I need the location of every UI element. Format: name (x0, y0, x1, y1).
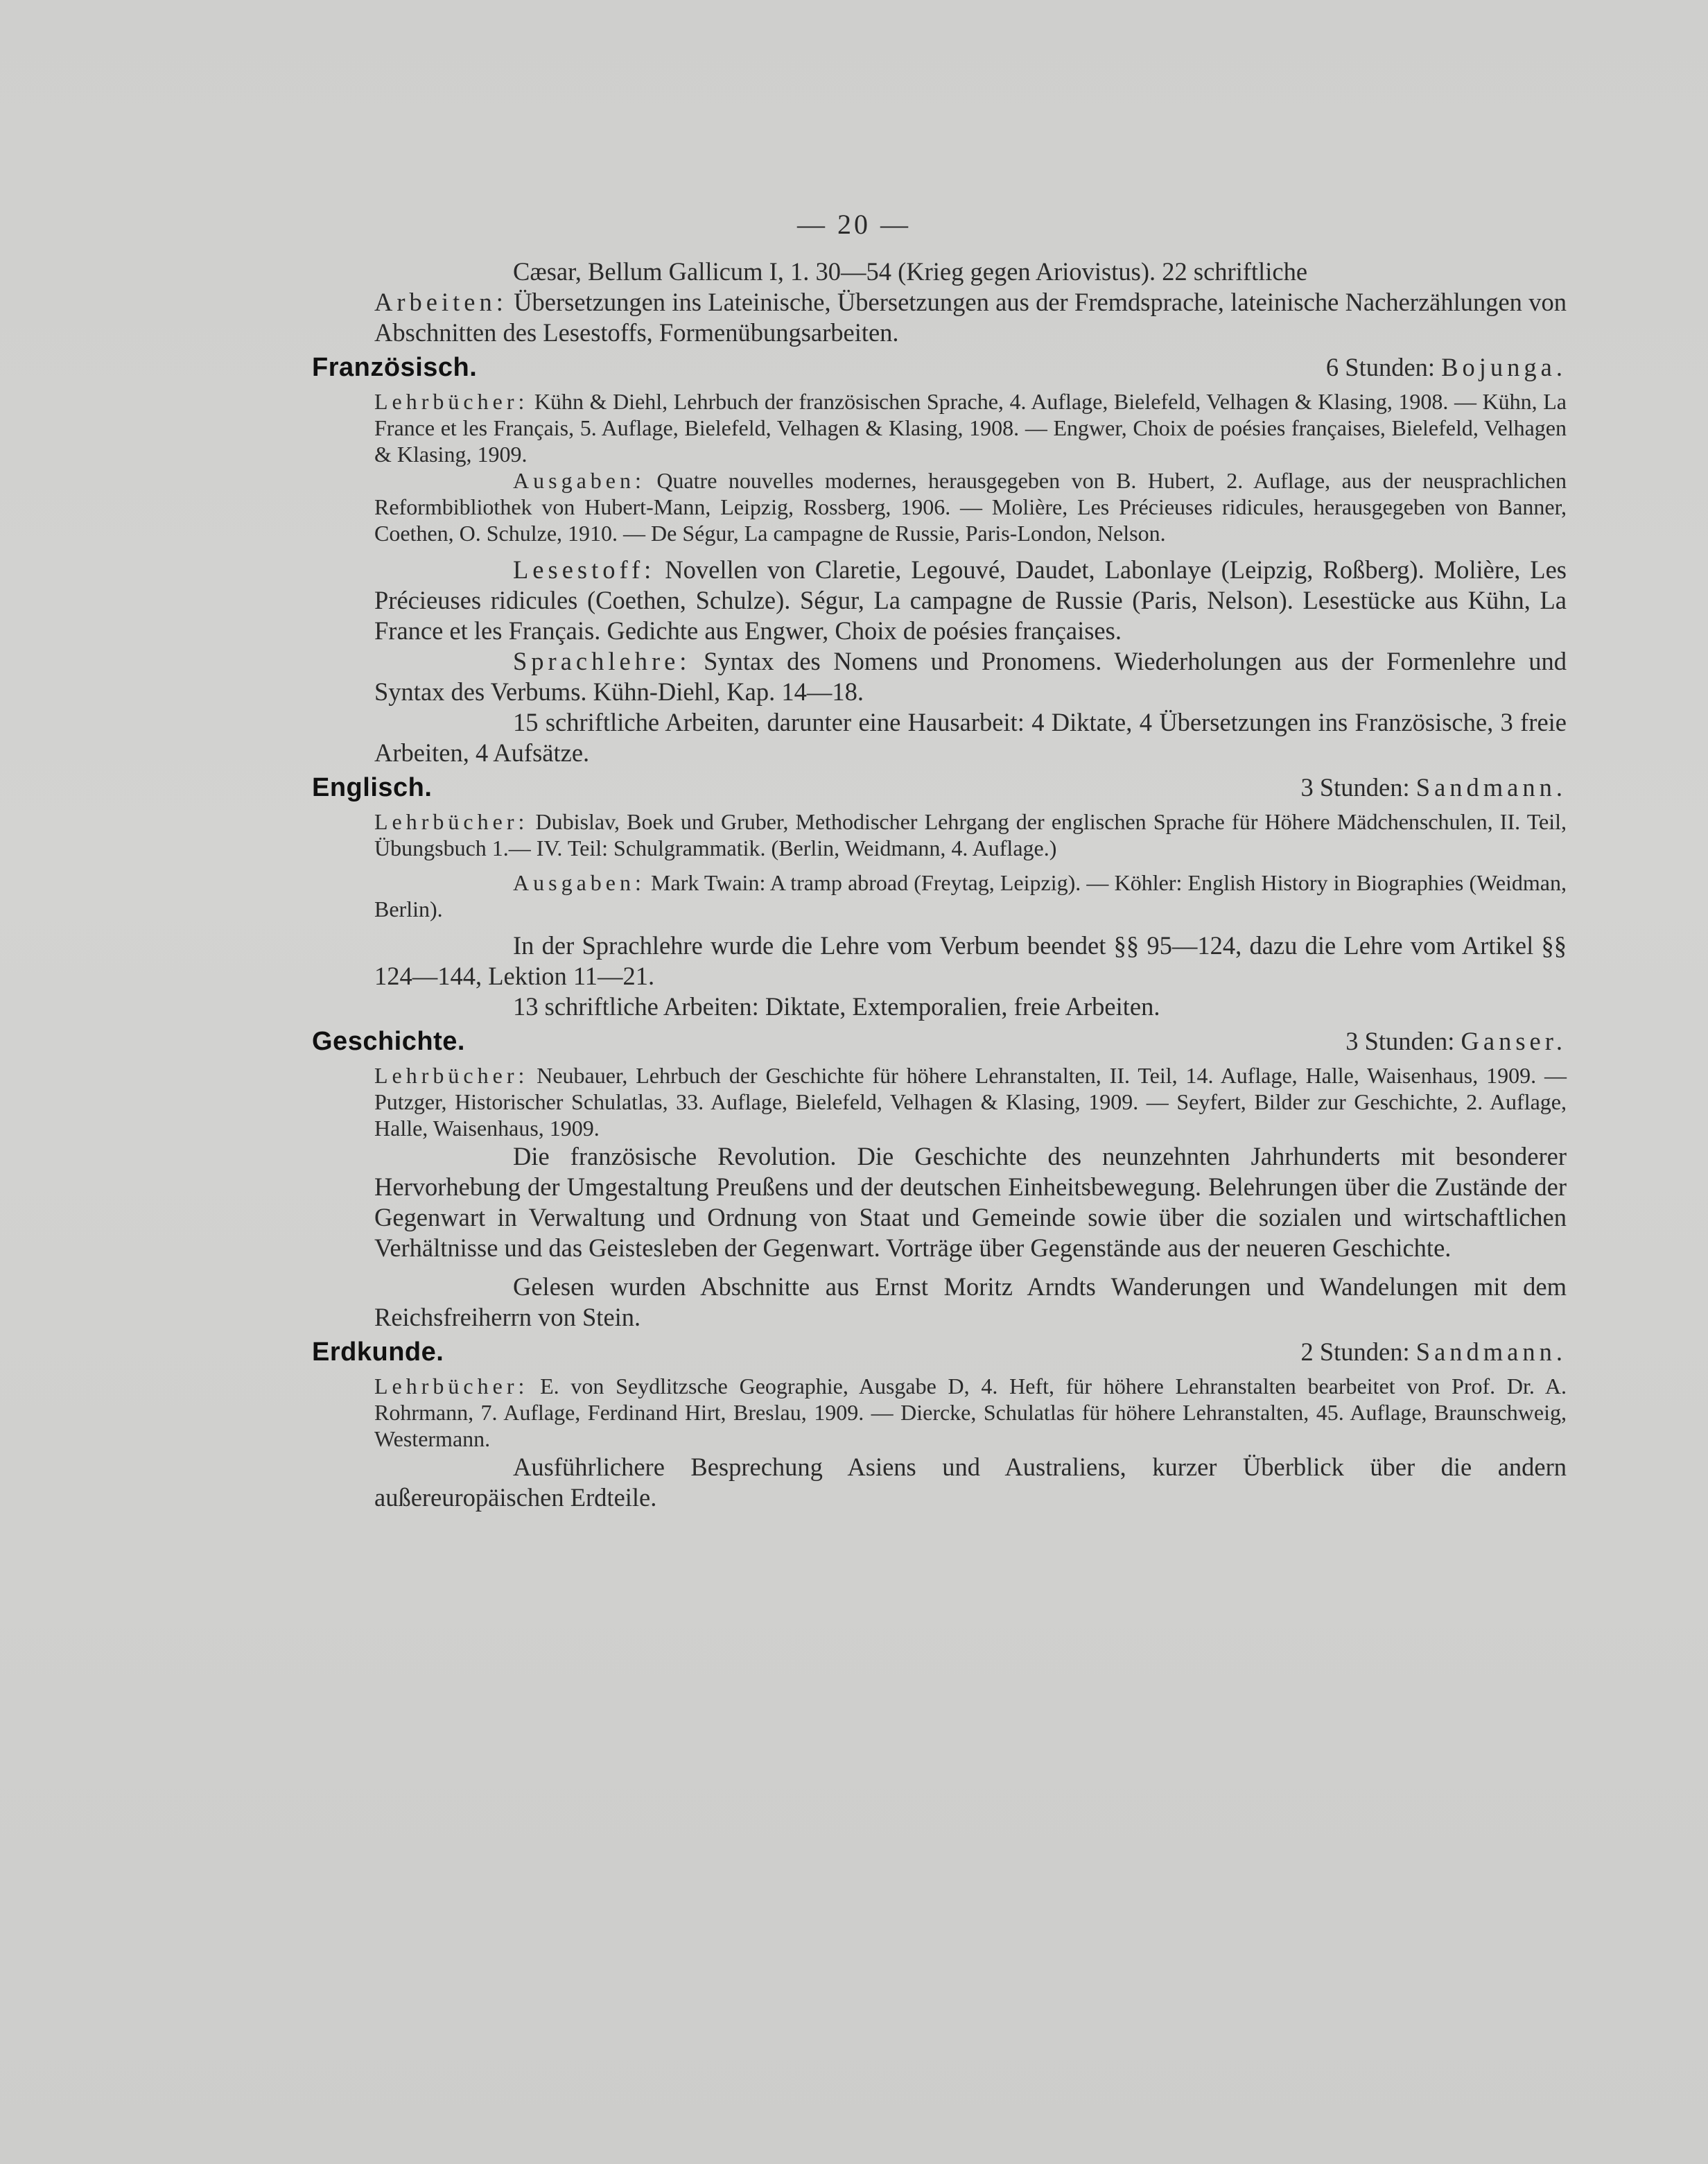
lehrbuecher-text: E. von Seydlitzsche Geographie, Ausgabe D, 4. Heft, für höhere Lehranstalten bearbeitet von Prof. Dr. A. Rohrmann, 7. Auflage, Ferdinand Hirt, Breslau, 1909. — Diercke, Schulatlas für höhere Lehranstalten, 45. Auflage, Braunschweig, Westermann. (374, 1374, 1567, 1451)
lesestoff-label: Lesestoff: (513, 555, 656, 584)
teacher-name: Sandmann. (1415, 1338, 1567, 1366)
lehrbuecher-label: Lehrbücher: (374, 1374, 529, 1399)
hours-label: 3 Stunden: (1345, 1027, 1461, 1055)
section-header-erdkunde (312, 1337, 1567, 1367)
arbeiten-label: Arbeiten: (374, 288, 507, 316)
erdkunde-lehrbuecher (374, 1373, 1567, 1452)
erdkunde-content: Ausführlichere Besprechung Asiens und Australiens, kurzer Überblick über die andern außereuropäischen Erdteile. (374, 1453, 1567, 1512)
section-header-franzoesisch (312, 352, 1567, 383)
teacher-name: Ganser. (1461, 1027, 1567, 1055)
lehrbuecher-label: Lehrbücher: (374, 1063, 529, 1088)
section-title-englisch: Englisch. (312, 773, 433, 802)
englisch-sprachlehre: In der Sprachlehre wurde die Lehre vom Verbum beendet §§ 95—124, dazu die Lehre vom Artikel §§ 124—144, Lektion 11—21. (374, 931, 1567, 990)
geschichte-gelesen: Gelesen wurden Abschnitte aus Ernst Moritz Arndts Wanderungen und Wandelungen mit dem Reichsfreiherrn von Stein. (374, 1272, 1567, 1331)
teacher-name: Bojunga. (1441, 353, 1567, 381)
franzoesisch-lehrbuecher (374, 388, 1567, 467)
ausgaben-text: Mark Twain: A tramp abroad (Freytag, Leipzig). — Köhler: English History in Biographies (Weidman, Berlin). (374, 870, 1567, 921)
englisch-arbeiten: 13 schriftliche Arbeiten: Diktate, Extemporalien, freie Arbeiten. (513, 992, 1160, 1021)
section-title-franzoesisch: Französisch. (312, 353, 478, 382)
sprachlehre-label: Sprachlehre: (513, 647, 691, 675)
englisch-lehrbuecher (374, 808, 1567, 861)
section-title-erdkunde: Erdkunde. (312, 1338, 444, 1367)
lehrbuecher-label: Lehrbücher: (374, 389, 529, 414)
hours-label: 2 Stunden: (1300, 1338, 1416, 1366)
hours-englisch (1300, 772, 1567, 803)
ausgaben-label: Ausgaben: (513, 870, 645, 895)
geschichte-content: Die französische Revolution. Die Geschichte des neunzehnten Jahrhunderts mit besonderer Hervorhebung der Umgestaltung Preußens und der deutschen Einheitsbewegung. Belehrungen über die Zustände der Gegenwart in Verwaltung und Ordnung von Staat und Gemeinde sowie über die sozialen und wirtschaftlichen Verhältnisse und das Geistesleben der Gegenwart. Vorträge über Gegenstände aus der neueren Geschichte. (374, 1142, 1567, 1262)
teacher-name: Sandmann. (1415, 773, 1567, 802)
arbeiten-text: Übersetzungen ins Lateinische, Übersetzungen aus der Fremdsprache, lateinische Nacherzählungen von Abschnitten des Lesestoffs, Formenübungsarbeiten. (374, 288, 1567, 347)
franzoesisch-ausgaben (374, 467, 1567, 546)
englisch-ausgaben (374, 869, 1567, 922)
hours-geschichte (1345, 1026, 1567, 1057)
section-title-geschichte: Geschichte. (312, 1027, 465, 1056)
section-header-geschichte (312, 1026, 1567, 1057)
lehrbuecher-label: Lehrbücher: (374, 809, 529, 834)
hours-erdkunde (1300, 1337, 1567, 1367)
franzoesisch-sprachlehre (374, 646, 1567, 707)
hours-label: 3 Stunden: (1300, 773, 1416, 802)
hours-label: 6 Stunden: (1325, 353, 1442, 381)
ausgaben-label: Ausgaben: (513, 468, 645, 493)
lesestoff-text: Novellen von Claretie, Legouvé, Daudet, Labonlaye (Leipzig, Roßberg). Molière, Les Précieuses ridicules (Coethen, Schulze). Ségur, La campagne de Russie (Paris, Nelson). Lesestücke aus Kühn, La France et les Français. Gedichte aus Engwer, Choix de poésies françaises. (374, 555, 1567, 645)
section-header-englisch (312, 772, 1567, 803)
franzoesisch-arbeiten: 15 schriftliche Arbeiten, darunter eine Hausarbeit: 4 Diktate, 4 Übersetzungen ins Französische, 3 freie Arbeiten, 4 Aufsätze. (374, 708, 1567, 767)
franzoesisch-lesestoff (374, 555, 1567, 646)
lehrbuecher-text: Neubauer, Lehrbuch der Geschichte für höhere Lehranstalten, II. Teil, 14. Auflage, Halle, Waisenhaus, 1909. — Putzger, Historischer Schulatlas, 33. Auflage, Bielefeld, Velhagen & Klasing, 1909. — Seyfert, Bilder zur Geschichte, 2. Auflage, Halle, Waisenhaus, 1909. (374, 1063, 1567, 1141)
lehrbuecher-text: Dubislav, Boek und Gruber, Methodischer Lehrgang der englischen Sprache für Höhere Mädchenschulen, II. Teil, Übungsbuch 1.— IV. Teil: Schulgrammatik. (Berlin, Weidmann, 4. Auflage.) (374, 809, 1567, 860)
sprachlehre-text: Syntax des Nomens und Pronomens. Wiederholungen aus der Formenlehre und Syntax des Verbums. Kühn-Diehl, Kap. 14—18. (374, 647, 1567, 706)
ausgaben-text: Quatre nouvelles modernes, herausgegeben von B. Hubert, 2. Auflage, aus der neusprachlichen Reformbibliothek von Hubert-Mann, Leipzig, Rossberg, 1906. — Molière, Les Précieuses ridicules, herausgegeben von Banner, Coethen, O. Schulze, 1910. — De Ségur, La campagne de Russie, Paris-London, Nelson. (374, 468, 1567, 546)
latin-reading-line: Cæsar, Bellum Gallicum I, 1. 30—54 (Krieg gegen Ariovistus). 22 schriftliche (513, 257, 1308, 286)
hours-franzoesisch (1326, 352, 1567, 383)
page-number: — 20 — (797, 209, 911, 240)
geschichte-lehrbuecher (374, 1062, 1567, 1141)
latin-arbeiten-paragraph (374, 287, 1567, 348)
lehrbuecher-text: Kühn & Diehl, Lehrbuch der französischen Sprache, 4. Auflage, Bielefeld, Velhagen & Klasing, 1908. — Kühn, La France et les Français, 5. Auflage, Bielefeld, Velhagen & Klasing, 1908. — Engwer, Choix de poésies françaises, Bielefeld, Velhagen & Klasing, 1909. (374, 389, 1567, 467)
page-content (312, 257, 1567, 1513)
